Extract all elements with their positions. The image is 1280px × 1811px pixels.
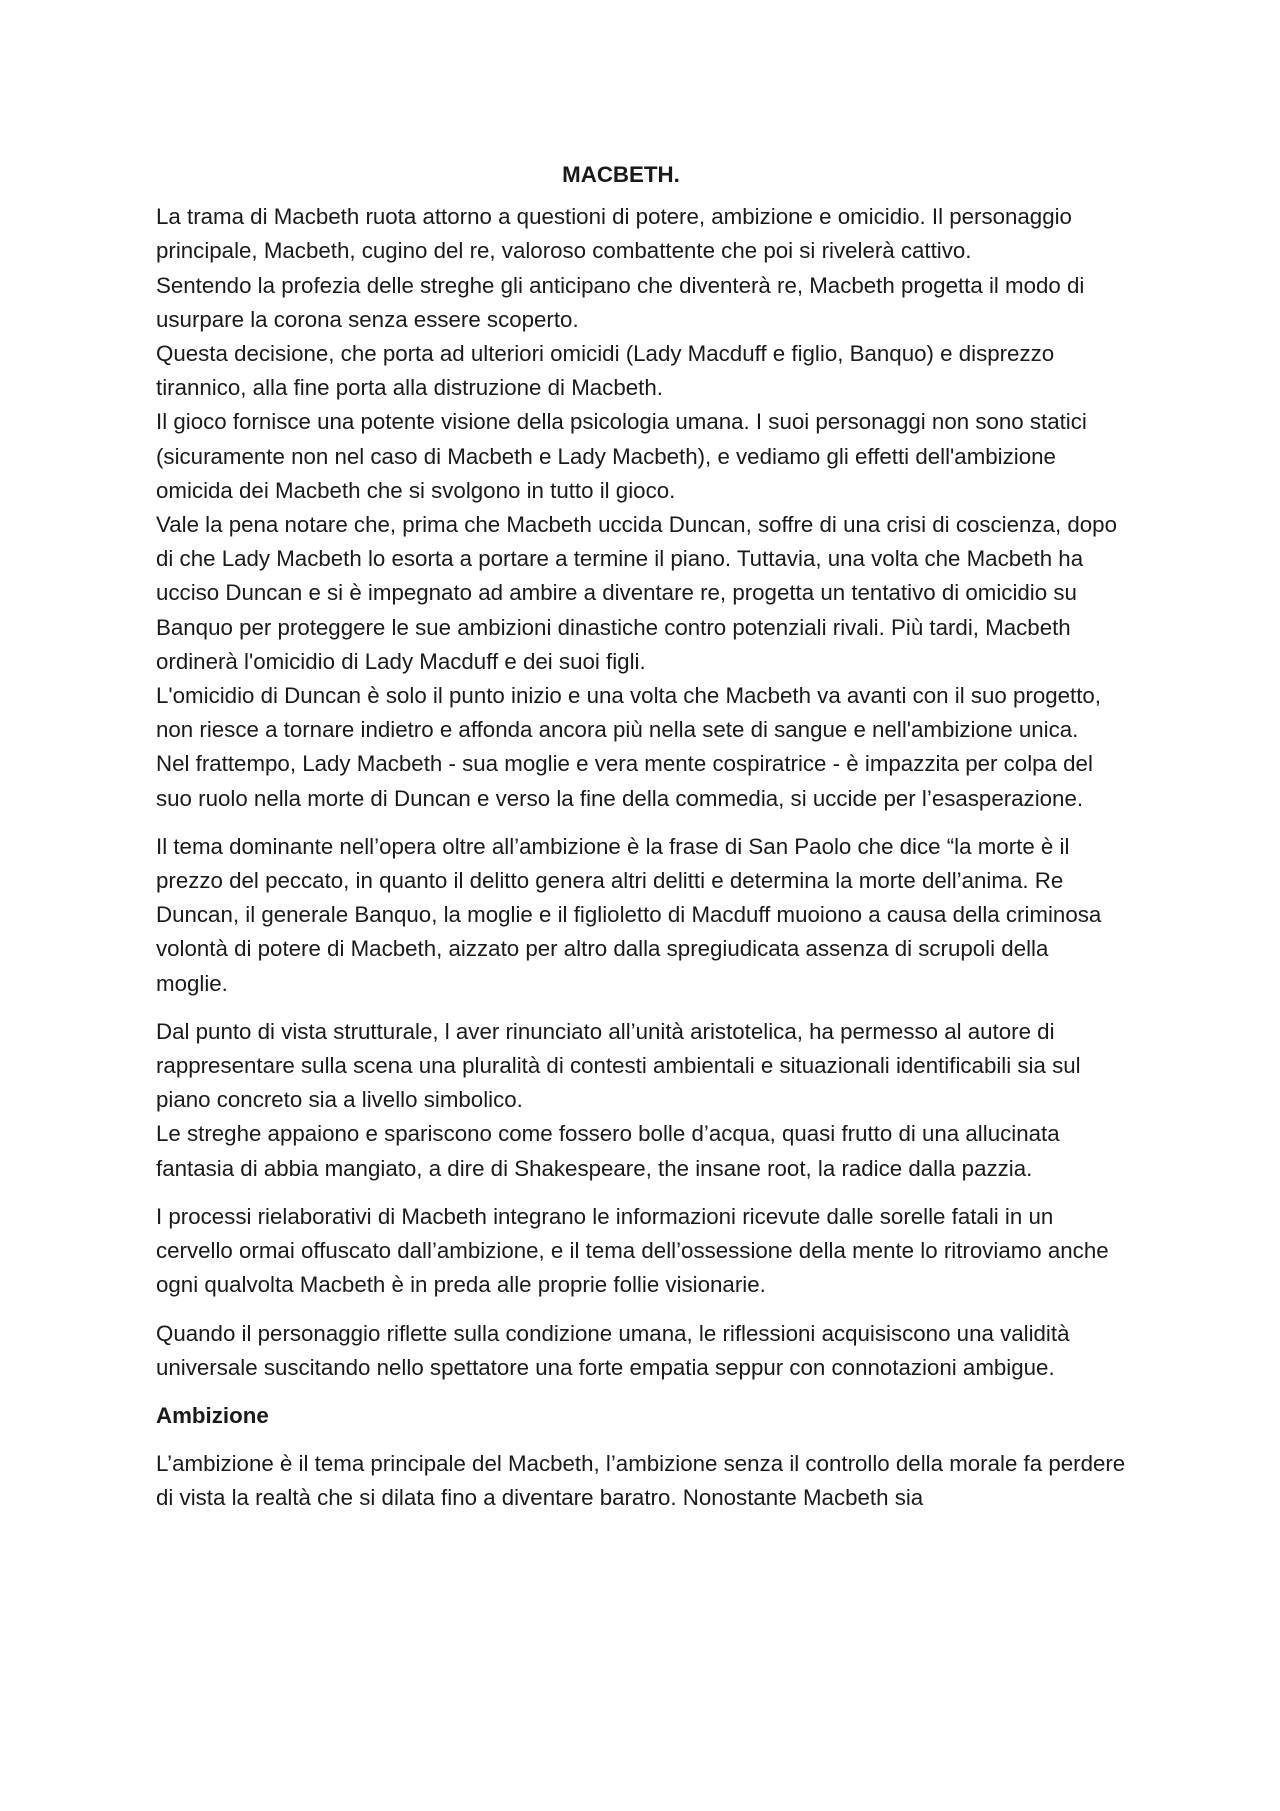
paragraph-line: I processi rielaborativi di Macbeth integrano le informazioni ricevute dalle sorelle fatali in un cervello ormai offuscato dall’ambizione, e il tema dell’ossessione della mente lo ritroviamo anche ogni qualvolta Macbeth è in preda alle proprie follie visionarie.: [156, 1203, 1109, 1298]
paragraph-human-condition: [156, 1317, 1126, 1385]
paragraph-processes: [156, 1200, 1126, 1303]
paragraph-plot: [156, 200, 1126, 816]
section-heading: Ambizione: [156, 1402, 269, 1428]
paragraph-line: Quando il personaggio riflette sulla condizione umana, le riflessioni acquisiscono una validità universale suscitando nello spettatore una forte empatia seppur con connotazioni ambigue.: [156, 1320, 1070, 1380]
paragraph-line: Le streghe appaiono e spariscono come fossero bolle d’acqua, quasi frutto di una allucinata fantasia di abbia mangiato, a dire di Shakespeare, the insane root, la radice dalla pazzia.: [156, 1121, 1060, 1181]
paragraph-line: Il tema dominante nell’opera oltre all’ambizione è la frase di San Paolo che dice “la morte è il prezzo del peccato, in quanto il delitto genera altri delitti e determina la morte dell’anima. Re Duncan, il generale Banquo, la moglie e il figlioletto di Macduff muoiono a causa della criminosa volontà di potere di Macbeth, aizzato per altro dalla spregiudicata assenza di scrupoli della moglie.: [156, 833, 1102, 996]
paragraph-line: La trama di Macbeth ruota attorno a questioni di potere, ambizione e omicidio. Il personaggio principale, Macbeth, cugino del re, valoroso combattente che poi si rivelerà cattivo.: [156, 204, 1072, 264]
paragraph-line: Vale la pena notare che, prima che Macbeth uccida Duncan, soffre di una crisi di coscienza, dopo di che Lady Macbeth lo esorta a portare a termine il piano. Tuttavia, una volta che Macbeth ha ucciso Duncan e si è impegnato ad ambire a diventare re, progetta un tentativo di omicidio su Banquo per proteggere le sue ambizioni dinastiche contro potenziali rivali. Più tardi, Macbeth ordinerà l'omicidio di Lady Macduff e dei suoi figli.: [156, 512, 1117, 674]
paragraph-line: Nel frattempo, Lady Macbeth - sua moglie e vera mente cospiratrice - è impazzita per colpa del suo ruolo nella morte di Duncan e verso la fine della commedia, si uccide per l’esasperazione.: [156, 751, 1093, 811]
paragraph-line: Sentendo la profezia delle streghe gli anticipano che diventerà re, Macbeth progetta il modo di usurpare la corona senza essere scoperto.: [156, 272, 1085, 332]
paragraph-structure: [156, 1015, 1126, 1186]
paragraph-line: Dal punto di vista strutturale, l aver rinunciato all’unità aristotelica, ha permesso al autore di rappresentare sulla scena una pluralità di contesti ambientali e situazionali identificabili sia sul piano concreto sia a livello simbolico.: [156, 1018, 1081, 1113]
paragraph-line: Il gioco fornisce una potente visione della psicologia umana. I suoi personaggi non sono statici (sicuramente non nel caso di Macbeth e Lady Macbeth), e vediamo gli effetti dell'ambizione omicida dei Macbeth che si svolgono in tutto il gioco.: [156, 409, 1087, 503]
paragraph-ambition: L’ambizione è il tema principale del Macbeth, l’ambizione senza il controllo della morale fa perdere di vista la realtà che si dilata fino a diventare baratro. Nonostante Macbeth sia: [156, 1451, 1126, 1511]
document-title: MACBETH.: [562, 162, 680, 187]
document-body: [156, 158, 1126, 1530]
paragraph-theme: [156, 830, 1126, 1001]
paragraph-line: Questa decisione, che porta ad ulteriori omicidi (Lady Macduff e figlio, Banquo) e disprezzo tirannico, alla fine porta alla distruzione di Macbeth.: [156, 341, 1055, 401]
paragraph-line: L'omicidio di Duncan è solo il punto inizio e una volta che Macbeth va avanti con il suo progetto, non riesce a tornare indietro e affonda ancora più nella sete di sangue e nell'ambizione unica.: [156, 683, 1102, 743]
